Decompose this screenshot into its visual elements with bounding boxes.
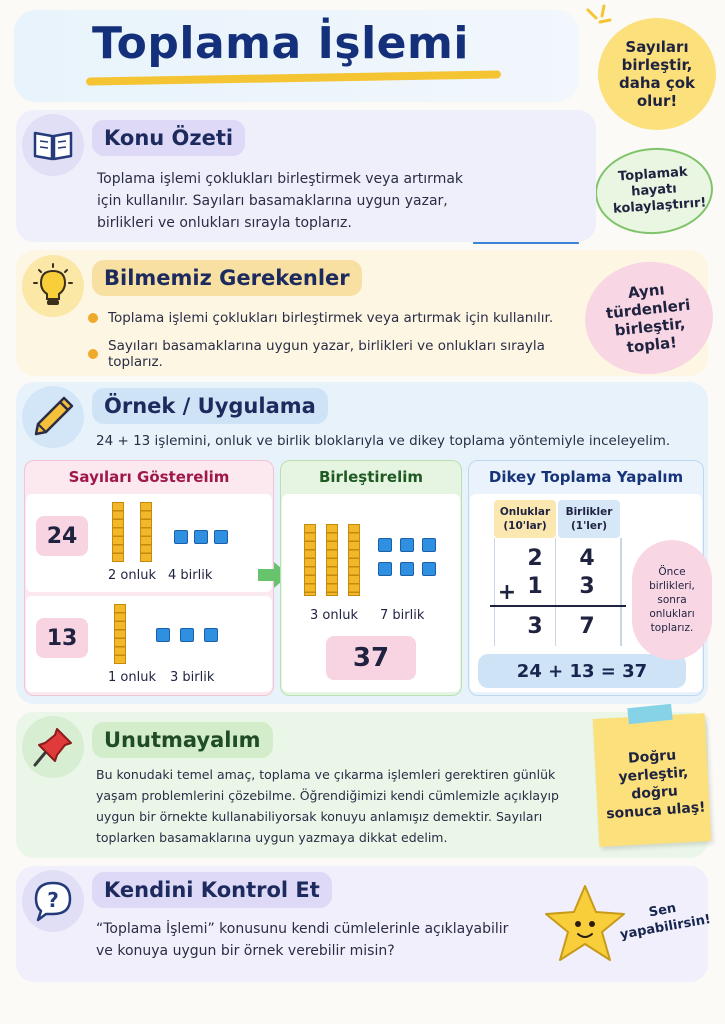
unit-cube <box>400 562 414 576</box>
unit-cube <box>378 538 392 552</box>
self-check-heading: Kendini Kontrol Et <box>92 872 332 908</box>
tens-column-header: Onluklar (10'lar) <box>494 500 556 538</box>
book-icon <box>22 114 84 176</box>
ten-rod <box>112 502 124 562</box>
knowledge-item-text: Toplama işlemi çoklukları birleştirmek veya artırmak için kullanılır. <box>108 310 554 326</box>
unit-cube <box>422 562 436 576</box>
vertical-heading: Dikey Toplama Yapalım <box>488 468 684 486</box>
bullet-dot <box>88 349 98 359</box>
tens-label: 1 onluk <box>108 670 156 685</box>
digit-ones-1: 4 <box>579 546 595 571</box>
result-ones: 7 <box>579 614 595 639</box>
ones-column-header: Birlikler (1'ler) <box>558 500 620 538</box>
remember-text: Bu konudaki temel amaç, toplama ve çıkarma işlemleri gerektiren günlük yaşam problemlerini çözebilme. Öğrendiğimizi kendi cümlemizle açıklayıp uygun bir örnekte kullanabiliyorsak konuyu anlamışız demektir. Sayıları toplarken basamaklarına uygun yazmaya dikkat edelim. <box>96 767 559 845</box>
digit-tens-2: 1 <box>527 574 543 599</box>
knowledge-item <box>88 310 588 326</box>
number-b-box: 13 <box>36 618 88 658</box>
tens-label: 2 onluk <box>108 568 156 583</box>
speech-bubble-green: Toplamak hayatı kolaylaştırır! <box>592 144 716 238</box>
digit-tens-1: 2 <box>527 546 543 571</box>
ones-label: 7 birlik <box>380 608 425 623</box>
combine-heading: Birleştirelim <box>318 468 423 486</box>
equation-box: 24 + 13 = 37 <box>478 654 686 688</box>
sticky-note-text: Doğru yerleştir, doğru sonuca ulaş! <box>605 747 707 823</box>
question-icon <box>22 870 84 932</box>
combine-result: 37 <box>326 636 416 680</box>
ten-rod <box>326 524 338 596</box>
tip-bubble: Önce birlikleri, sonra onlukları toplarız. <box>632 540 712 660</box>
unit-cube <box>400 538 414 552</box>
knowledge-item <box>88 338 588 370</box>
unit-cube <box>174 530 188 544</box>
unit-cube <box>156 628 170 642</box>
unit-cube <box>180 628 194 642</box>
bullet-dot <box>88 313 98 323</box>
number-a-box: 24 <box>36 516 88 556</box>
tens-label: 3 onluk <box>310 608 358 623</box>
example-intro: 24 + 13 işlemini, onluk ve birlik bloklarıyla ve dikey toplama yöntemiyle inceleyelim. <box>96 433 671 449</box>
star-icon <box>540 880 630 966</box>
summary-text: Toplama işlemi çoklukları birleştirmek veya artırmak için kullanılır. Sayıları basamaklarına uygun yazar, birlikleri ve onlukları sırayla toplarız. <box>97 171 464 231</box>
unit-cube <box>378 562 392 576</box>
unit-cube <box>214 530 228 544</box>
unit-cube <box>194 530 208 544</box>
column-border <box>620 538 622 646</box>
pencil-icon <box>22 386 84 448</box>
summary-heading: Konu Özeti <box>92 120 245 156</box>
svg-text:?: ? <box>47 888 59 912</box>
ones-label: 4 birlik <box>168 568 213 583</box>
ten-rod <box>140 502 152 562</box>
knowledge-heading: Bilmemiz Gerekenler <box>92 260 362 296</box>
sparkle-icon <box>584 4 614 34</box>
ten-rod <box>114 604 126 664</box>
page-title: Toplama İşlemi <box>92 18 469 69</box>
remember-heading: Unutmayalım <box>92 722 273 758</box>
result-tens: 3 <box>527 614 543 639</box>
knowledge-item-text: Sayıları basamaklarına uygun yazar, birlikleri ve onlukları sırayla toplarız. <box>108 338 545 370</box>
ten-rod <box>304 524 316 596</box>
digit-ones-2: 3 <box>579 574 595 599</box>
lightbulb-icon <box>22 255 84 317</box>
ten-rod <box>348 524 360 596</box>
ones-label: 3 birlik <box>170 670 215 685</box>
encouragement-text: Sen yapabilirsin! <box>618 900 712 943</box>
unit-cube <box>422 538 436 552</box>
show-numbers-heading: Sayıları Gösterelim <box>68 468 230 486</box>
speech-bubble-pink: Aynı türdenleri birleştir, topla! <box>579 256 718 381</box>
self-check-text: “Toplama İşlemi” konusunu kendi cümlelerinle açıklayabilir ve konuya uygun bir örnek verebilir misin? <box>96 921 509 959</box>
plus-sign: + <box>497 580 517 605</box>
pushpin-icon <box>22 716 84 778</box>
sum-line <box>490 605 626 607</box>
unit-cube <box>204 628 218 642</box>
speech-bubble-yellow: Sayıları birleştir, daha çok olur! <box>598 18 716 130</box>
example-heading: Örnek / Uygulama <box>92 388 328 424</box>
